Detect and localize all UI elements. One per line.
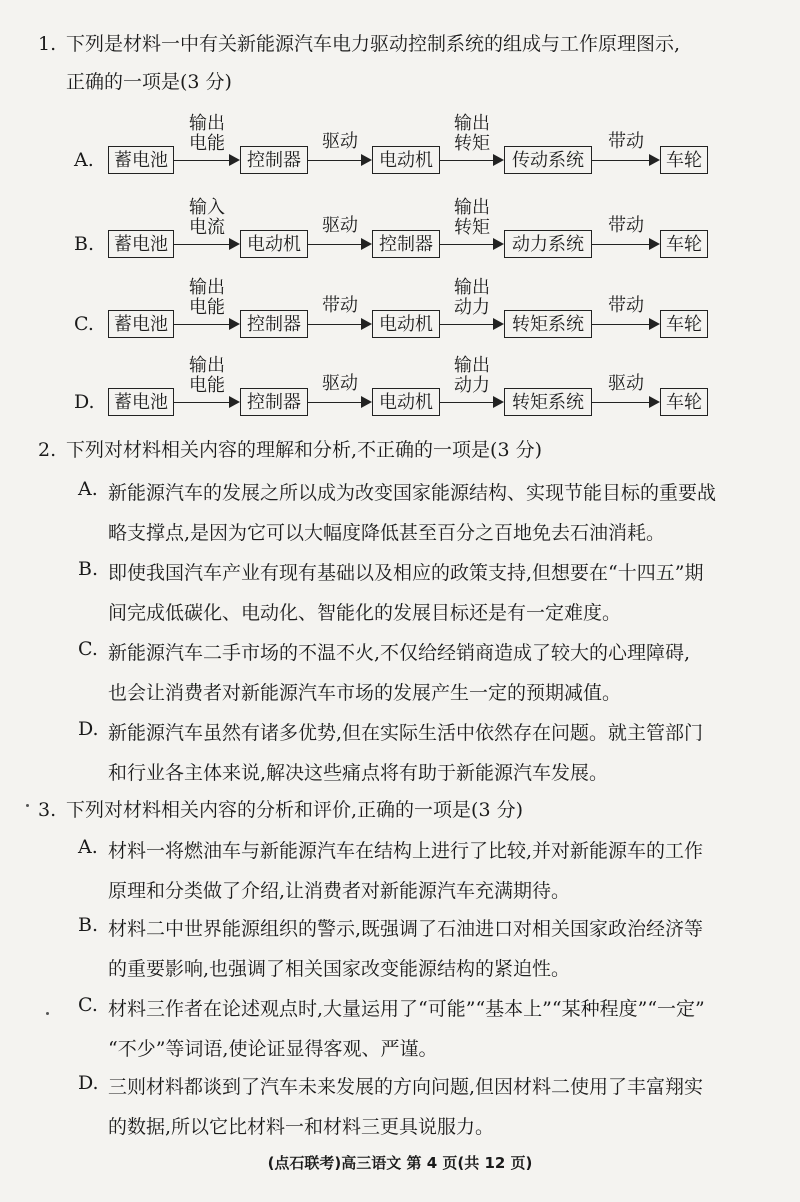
arrow-head <box>493 396 504 408</box>
arrow-label-line: 电能 <box>189 133 225 154</box>
arrow-head <box>493 154 504 166</box>
flow-box: 动力系统 <box>504 230 592 258</box>
arrow-head <box>649 238 660 250</box>
q3-stem <box>38 796 523 824</box>
arrow-label-line: 转矩 <box>454 133 490 154</box>
arrow-head <box>229 318 240 330</box>
option-letter: A. <box>74 149 94 171</box>
flow-box: 电动机 <box>372 388 440 416</box>
arrow-shaft <box>592 324 654 325</box>
option-letter: D. <box>78 1072 99 1094</box>
option-text-line2: “不少”等词语,使论证显得客观、严谨。 <box>108 1038 438 1060</box>
flow-box: 车轮 <box>660 310 708 338</box>
arrow-head <box>493 318 504 330</box>
arrow-label <box>592 132 660 152</box>
flow-box: 控制器 <box>240 388 308 416</box>
option-text-line2: 和行业各主体来说,解决这些痛点将有助于新能源汽车发展。 <box>108 762 609 784</box>
arrow-shaft <box>592 160 654 161</box>
q3-stem-text: 下列对材料相关内容的分析和评价,正确的一项是(3 分) <box>66 799 523 821</box>
q2-stem <box>38 436 542 464</box>
option-text-line2: 间完成低碳化、电动化、智能化的发展目标还是有一定难度。 <box>108 602 622 624</box>
option-text-line2: 原理和分类做了介绍,让消费者对新能源汽车充满期待。 <box>108 880 571 902</box>
flow-box: 控制器 <box>240 310 308 338</box>
arrow-shaft <box>174 160 234 161</box>
option-letter: C. <box>78 638 98 660</box>
arrow-label <box>592 216 660 236</box>
arrow-label <box>174 278 240 318</box>
arrow-label-line: 驱动 <box>322 215 358 236</box>
arrow-label-line: 驱动 <box>608 373 644 394</box>
arrow-label-line: 输出 <box>189 113 225 134</box>
arrow-shaft <box>174 244 234 245</box>
option-letter: B. <box>78 558 99 580</box>
flow-box: 传动系统 <box>504 146 592 174</box>
q1-stem <box>38 30 680 58</box>
option-letter: D. <box>78 718 99 740</box>
arrow-label-line: 输出 <box>189 355 225 376</box>
arrow-shaft <box>592 244 654 245</box>
arrow-label <box>440 278 504 318</box>
option-letter: A. <box>78 478 98 500</box>
arrow-label <box>440 356 504 396</box>
arrow-head <box>361 318 372 330</box>
option-text-line1: 材料一将燃油车与新能源汽车在结构上进行了比较,并对新能源车的工作 <box>108 840 704 862</box>
arrow-head <box>229 238 240 250</box>
flow-box: 蓄电池 <box>108 146 174 174</box>
option-letter: A. <box>78 836 98 858</box>
arrow-head <box>649 318 660 330</box>
arrow-label <box>174 114 240 154</box>
arrow-label-line: 动力 <box>454 297 490 318</box>
q1-option-a <box>74 113 794 188</box>
flow-box: 转矩系统 <box>504 310 592 338</box>
arrow-shaft <box>440 244 498 245</box>
arrow-head <box>361 396 372 408</box>
arrow-label-line: 带动 <box>608 215 644 236</box>
arrow-label <box>308 216 372 236</box>
option-text-line1: 材料三作者在论述观点时,大量运用了“可能”“基本上”“某种程度”“一定” <box>108 998 705 1020</box>
option-text-line2: 略支撑点,是因为它可以大幅度降低甚至百分之百地免去石油消耗。 <box>108 522 666 544</box>
scan-speck <box>26 804 29 807</box>
arrow-label <box>308 296 372 316</box>
arrow-head <box>361 238 372 250</box>
arrow-shaft <box>308 324 366 325</box>
arrow-label-line: 带动 <box>322 295 358 316</box>
arrow-label-line: 输入 <box>189 197 225 218</box>
arrow-label-line: 输出 <box>454 113 490 134</box>
arrow-label-line: 带动 <box>608 131 644 152</box>
q1-number: 1. <box>38 33 57 55</box>
arrow-shaft <box>308 402 366 403</box>
arrow-label <box>308 132 372 152</box>
arrow-label-line: 动力 <box>454 375 490 396</box>
flow-box: 电动机 <box>240 230 308 258</box>
arrow-label-line: 电流 <box>189 217 225 238</box>
option-text-line1: 即使我国汽车产业有现有基础以及相应的政策支持,但想要在“十四五”期 <box>108 562 704 584</box>
option-letter: B. <box>78 914 99 936</box>
arrow-label <box>440 198 504 238</box>
option-text-line1: 新能源汽车的发展之所以成为改变国家能源结构、实现节能目标的重要战 <box>108 482 717 504</box>
arrow-label-line: 带动 <box>608 295 644 316</box>
arrow-head <box>649 154 660 166</box>
arrow-shaft <box>174 402 234 403</box>
q1-stem-line2: 正确的一项是(3 分) <box>66 71 232 93</box>
arrow-shaft <box>174 324 234 325</box>
q1-stem-line1: 下列是材料一中有关新能源汽车电力驱动控制系统的组成与工作原理图示, <box>66 33 681 55</box>
flow-box: 控制器 <box>240 146 308 174</box>
arrow-head <box>229 154 240 166</box>
q3-number: 3. <box>38 799 57 821</box>
flow-box: 蓄电池 <box>108 230 174 258</box>
q2-number: 2. <box>38 439 57 461</box>
arrow-label-line: 电能 <box>189 375 225 396</box>
option-text-line1: 材料二中世界能源组织的警示,既强调了石油进口对相关国家政治经济等 <box>108 918 704 940</box>
arrow-label-line: 驱动 <box>322 373 358 394</box>
arrow-label-line: 输出 <box>189 277 225 298</box>
q2-stem-text: 下列对材料相关内容的理解和分析,不正确的一项是(3 分) <box>66 439 542 461</box>
scan-speck <box>46 1012 49 1015</box>
arrow-label <box>592 374 660 394</box>
option-text-line1: 三则材料都谈到了汽车未来发展的方向问题,但因材料二使用了丰富翔实 <box>108 1076 704 1098</box>
arrow-label <box>308 374 372 394</box>
flow-box: 蓄电池 <box>108 388 174 416</box>
q1-option-b <box>74 197 794 272</box>
arrow-label <box>174 356 240 396</box>
arrow-shaft <box>592 402 654 403</box>
option-letter: C. <box>74 313 94 335</box>
arrow-shaft <box>308 160 366 161</box>
arrow-label-line: 输出 <box>454 197 490 218</box>
option-text-line2: 也会让消费者对新能源汽车市场的发展产生一定的预期减值。 <box>108 682 622 704</box>
page-footer: (点石联考)高三语文 第 4 页(共 12 页) <box>267 1154 533 1172</box>
flow-box: 控制器 <box>372 230 440 258</box>
arrow-label-line: 电能 <box>189 297 225 318</box>
q1-option-d <box>74 355 794 430</box>
option-text-line2: 的重要影响,也强调了相关国家改变能源结构的紧迫性。 <box>108 958 571 980</box>
option-letter: D. <box>74 391 95 413</box>
arrow-head <box>649 396 660 408</box>
option-letter: B. <box>74 233 95 255</box>
arrow-label-line: 转矩 <box>454 217 490 238</box>
flow-box: 蓄电池 <box>108 310 174 338</box>
q1-option-c <box>74 277 794 352</box>
arrow-label <box>174 198 240 238</box>
arrow-label-line: 输出 <box>454 355 490 376</box>
arrow-label-line: 驱动 <box>322 131 358 152</box>
arrow-shaft <box>440 324 498 325</box>
arrow-label-line: 输出 <box>454 277 490 298</box>
flow-box: 电动机 <box>372 310 440 338</box>
arrow-shaft <box>440 160 498 161</box>
flow-box: 车轮 <box>660 388 708 416</box>
arrow-shaft <box>308 244 366 245</box>
arrow-head <box>361 154 372 166</box>
arrow-label <box>440 114 504 154</box>
option-text-line1: 新能源汽车虽然有诸多优势,但在实际生活中依然存在问题。就主管部门 <box>108 722 704 744</box>
option-letter: C. <box>78 994 98 1016</box>
arrow-head <box>229 396 240 408</box>
option-text-line1: 新能源汽车二手市场的不温不火,不仅给经销商造成了较大的心理障碍, <box>108 642 691 664</box>
flow-box: 车轮 <box>660 230 708 258</box>
flow-box: 车轮 <box>660 146 708 174</box>
flow-box: 电动机 <box>372 146 440 174</box>
arrow-label <box>592 296 660 316</box>
option-text-line2: 的数据,所以它比材料一和材料三更具说服力。 <box>108 1116 495 1138</box>
flow-box: 转矩系统 <box>504 388 592 416</box>
arrow-head <box>493 238 504 250</box>
arrow-shaft <box>440 402 498 403</box>
